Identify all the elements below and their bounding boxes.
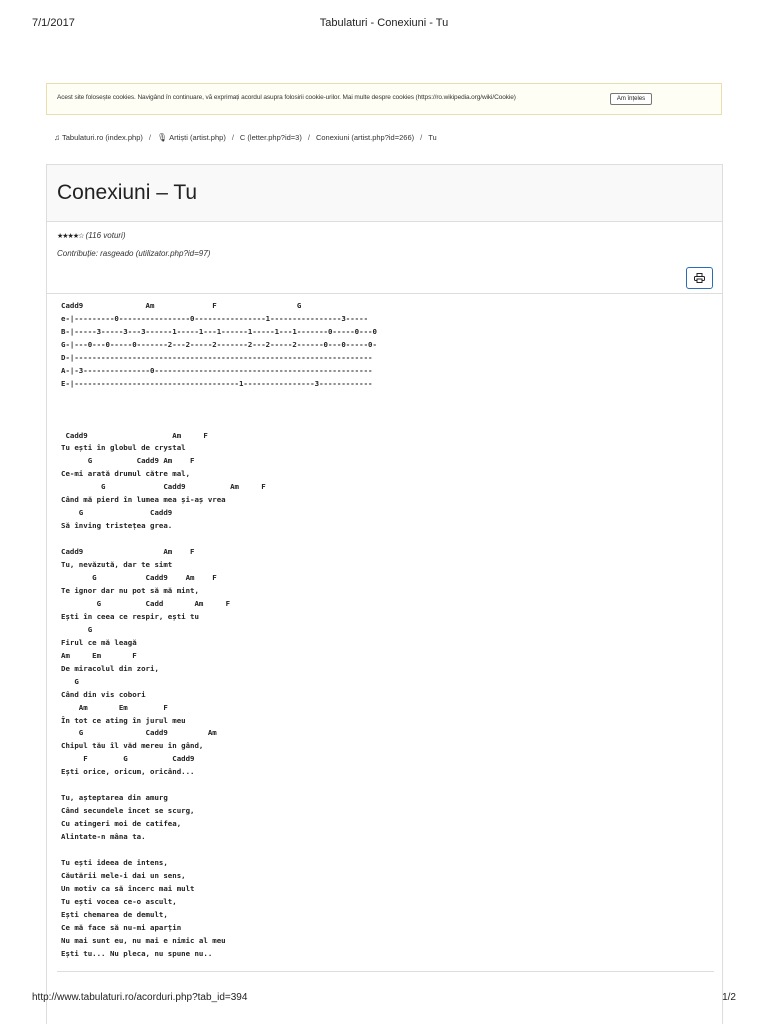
print-page-title: Tabulaturi - Conexiuni - Tu [319,17,449,29]
breadcrumb-home[interactable]: Tabulaturi.ro (index.php) [62,133,143,142]
breadcrumb-artist[interactable]: Conexiuni (artist.php?id=266) [315,133,415,142]
print-button[interactable] [686,267,713,289]
breadcrumb-artists[interactable]: Artiști (artist.php) [169,133,226,142]
print-page-number: 1/2 [722,992,736,1003]
contribution-line: Contribuție: rasgeado (utilizator.php?id=97) [57,249,211,258]
rating-stars[interactable]: ★★★★☆ [57,233,84,240]
song-panel [46,164,723,1024]
breadcrumb-separator: / [307,133,310,142]
print-icon [694,273,705,283]
print-url: http://www.tabulaturi.ro/acorduri.php?tab_id=394 [32,992,248,1003]
cookie-message: Acest site folosește cookies. Navigând în continuare, vă exprimați acordul asupra folosirii cookie-urilor. Mai multe despre cookies (https://ro.wikipedia.org/wiki/Cookie) [57,94,516,101]
music-icon: ♫ [54,133,60,142]
breadcrumb-letter[interactable]: C (letter.php?id=3) [239,133,302,142]
microphone-icon: 🎙 [156,133,168,142]
song-panel-header [47,165,722,222]
content-end-rule [57,971,714,972]
breadcrumb-current: Tu [428,133,437,142]
breadcrumb [54,133,437,142]
breadcrumb-separator: / [148,133,151,142]
print-date: 7/1/2017 [32,17,75,29]
chord-sheet: Cadd9 Am F G e-|---------0----------------0----------------1----------------3----- B-|-----3-----3---3------1-----1---1------1-----1---1-------0-----0---0 G-|---0---0-----0-------2---2-----2-------2---2-----2------0---0-----0- D-|------------------------------------------------------------------- A-|-3---------------0------------------------------------------------- E-|-------------------------------------1----------------3------------ Cadd9 Am F Tu ești în globul de crystal G Cadd9 Am F Ce-mi arată drumul către mal, G Cadd9 Am F Când mă pierd în lumea mea și-aș vrea G Cadd9 Să înving tristețea grea. Cadd9 Am F Tu, nevăzută, dar te simt G Cadd9 Am F Te ignor dar nu pot să mă mint, G Cadd Am F Ești în ceea ce respir, ești tu G Firul ce mă leagă Am Em F De miracolul din zori, G Când din vis cobori Am Em F În tot ce ating în jurul meu G Cadd9 Am Chipul tău îl văd mereu în gând, F G Cadd9 Ești orice, oricum, oricând... Tu, așteptarea din amurg Când secundele încet se scurg, Cu atingeri moi de catifea, Alintate-n mâna ta. Tu ești ideea de intens, Căutării mele-i dai un sens, Un motiv ca să încerc mai mult Tu ești vocea ce-o ascult, Ești chemarea de demult, Ce mă face să nu-mi aparțin Nu mai sunt eu, nu mai e nimic al meu Ești tu... Nu pleca, nu spune nu.. [61,301,377,958]
panel-divider [47,293,722,294]
cookie-banner [46,83,722,115]
song-title: Conexiuni – Tu [57,181,198,204]
breadcrumb-separator: / [231,133,234,142]
rating [57,231,126,240]
rating-votes: (116 voturi) [85,231,126,240]
cookie-accept-button[interactable]: Am înțeles [610,93,652,105]
breadcrumb-separator: / [420,133,423,142]
